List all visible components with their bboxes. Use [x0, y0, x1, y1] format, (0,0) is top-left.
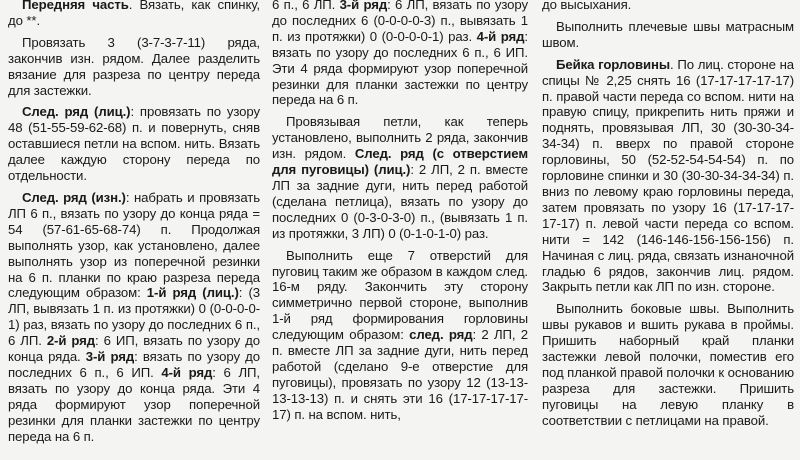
paragraph-text: : (3 ЛП, вывязать 1 п. из протяжки) 0 (0-0-0-0-1) раз, вязать по узору до последних 6 п., 6 ЛП. — [8, 285, 261, 349]
paragraph-rows: Провязать 3 (3-7-3-7-11) ряда, закончив изн. рядом. Далее разделить вязание для разреза по центру переда для застежки. — [8, 34, 260, 98]
paragraph-text: : 2 ЛП, 2 п. вместе ЛП за задние дуги, нить перед работой (сделано 9-е отверстие для пуговицы), провязать по узору 12 (13-13-13-13-13) п. и снять эти 16 (17-17-17-17-17) п. на вспом. нить, — [272, 327, 528, 422]
paragraph-text: : провязать по узору 48 (51-55-59-62-68) п. и повернуть, сняв оставшиеся петли на вспом. нить. Вязать далее каждую сторону переда по отдельности. — [8, 104, 260, 184]
row-heading: 2-й ряд — [46, 333, 96, 349]
row-heading: 3-й ряд — [339, 0, 388, 12]
paragraph-text: . Вязать, как спинку, до **. — [8, 0, 260, 28]
paragraph-text: : 6 ЛП, вязать по узору до конца ряда. Эти 4 ряда формируют узор поперечной резинки для планки застежки по центру переда на 6 п. — [8, 364, 261, 444]
paragraph-text: : 6 ЛП, вязать по узору до последних 6 (0-0-0-0-3) п., вывязать 1 п. из протяжки) 0 (0-0-0-0-1) раз. — [272, 0, 528, 44]
paragraph-next-row-rs — [8, 104, 260, 184]
paragraph-shoulder-seams: Выполнить плечевые швы матрасным швом. — [542, 18, 794, 50]
paragraph-front-part — [8, 0, 260, 29]
paragraph-continued — [272, 0, 528, 108]
paragraph-text: 6 п., 6 ЛП. — [272, 0, 340, 12]
row-heading: 4-й ряд — [476, 28, 525, 44]
paragraph-finishing: Выполнить боковые швы. Выполнить швы рукавов и вшить рукава в проймы. Пришить наборный край планки застежки левой полочки, поместив его под планкой правой полочки к основанию разреза для застежки. Пришить пуговицы на левую планку в соответствии с петлицами на правой. — [542, 301, 794, 428]
row-heading: 4-й ряд — [161, 364, 213, 380]
paragraph-text: : 2 ЛП, 2 п. вместе ЛП за задние дуги, нить перед работой (сделана петлица), вязать по узору до последних 0 (0-3-0-3-0) п., (вывязать 1 п. из протяжки, 3 ЛП) 0 (0-1-0-1-0) раз. — [272, 162, 528, 241]
section-heading-front-part: Передняя часть — [22, 0, 129, 12]
paragraph-more-buttonholes — [272, 248, 528, 423]
paragraph-text: : набрать и провязать ЛП 6 п., вязать по узору до конца ряда = 54 (57-61-65-68-74) п. Продолжая выполнять узор, как установлено, далее выполнять узор из поперечной резинки на 6 п. планки по краю разреза переда следующим образом: — [8, 189, 260, 301]
paragraph-next-row-ws — [8, 190, 260, 445]
column-2 — [272, 0, 528, 429]
column-1 — [8, 0, 260, 450]
row-heading: 1-й ряд (лиц.) — [146, 285, 239, 301]
paragraph-text: : вязать по узору до последних 6 п., 6 ИП. — [8, 349, 260, 380]
row-heading: След. ряд (с отверстием для пуговицы) (лиц.) — [272, 146, 528, 178]
row-heading: След. ряд (лиц.) — [22, 104, 131, 120]
paragraph-text: Провязывая петли, как теперь установлено, выполнить 2 ряда, закончив изн. рядом. — [272, 114, 528, 162]
paragraph-text: . По лиц. стороне на спицы № 2,25 снять 16 (17-17-17-17-17) п. правой части переда со вспом. нити на правую спицу, прикрепить нить пряжи и поднять, провязывая ЛП, 30 (30-30-34-34-34) п. вверх по правой стороне горловины, 50 (52-52-54-54-54) п. по горловине спинки и 30 (30-30-34-34-34) п. вниз по левому краю горловины переда, затем провязать по узору 16 (17-17-17-17-17) п. левой части переда со вспом. нити = 142 (146-146-156-156-156) п. Начиная с лиц. ряда, связать изнаночной гладью 6 рядов, закончив лиц. рядом. Закрыть петли как ЛП по изн. стороне. — [542, 56, 794, 295]
row-heading: След. ряд (изн.) — [22, 189, 126, 205]
row-heading: след. ряд — [409, 327, 473, 343]
row-heading: 3-й ряд — [85, 349, 135, 365]
paragraph-text: : 6 ИП, вязать по узору до конца ряда. — [8, 333, 260, 365]
section-heading-neckband: Бейка горловины — [556, 56, 671, 72]
paragraph-text: : вязать по узору до последних 6 п., 6 ИП. Эти 4 ряда формируют узор поперечной резинки для планки застежки по центру переда на 6 п. — [272, 28, 528, 108]
paragraph-drying: до высыхания. — [542, 0, 632, 12]
paragraph-buttonhole — [272, 114, 528, 241]
paragraph-text: Выполнить еще 7 отверстий для пуговиц таким же образом в каждом след. 16-м ряду. Закончить эту сторону симметрично первой стороне, выполнив 1-й ряд формирования горловины следующим образом: — [272, 247, 528, 343]
column-3 — [542, 0, 794, 435]
paragraph-neckband — [542, 57, 794, 296]
